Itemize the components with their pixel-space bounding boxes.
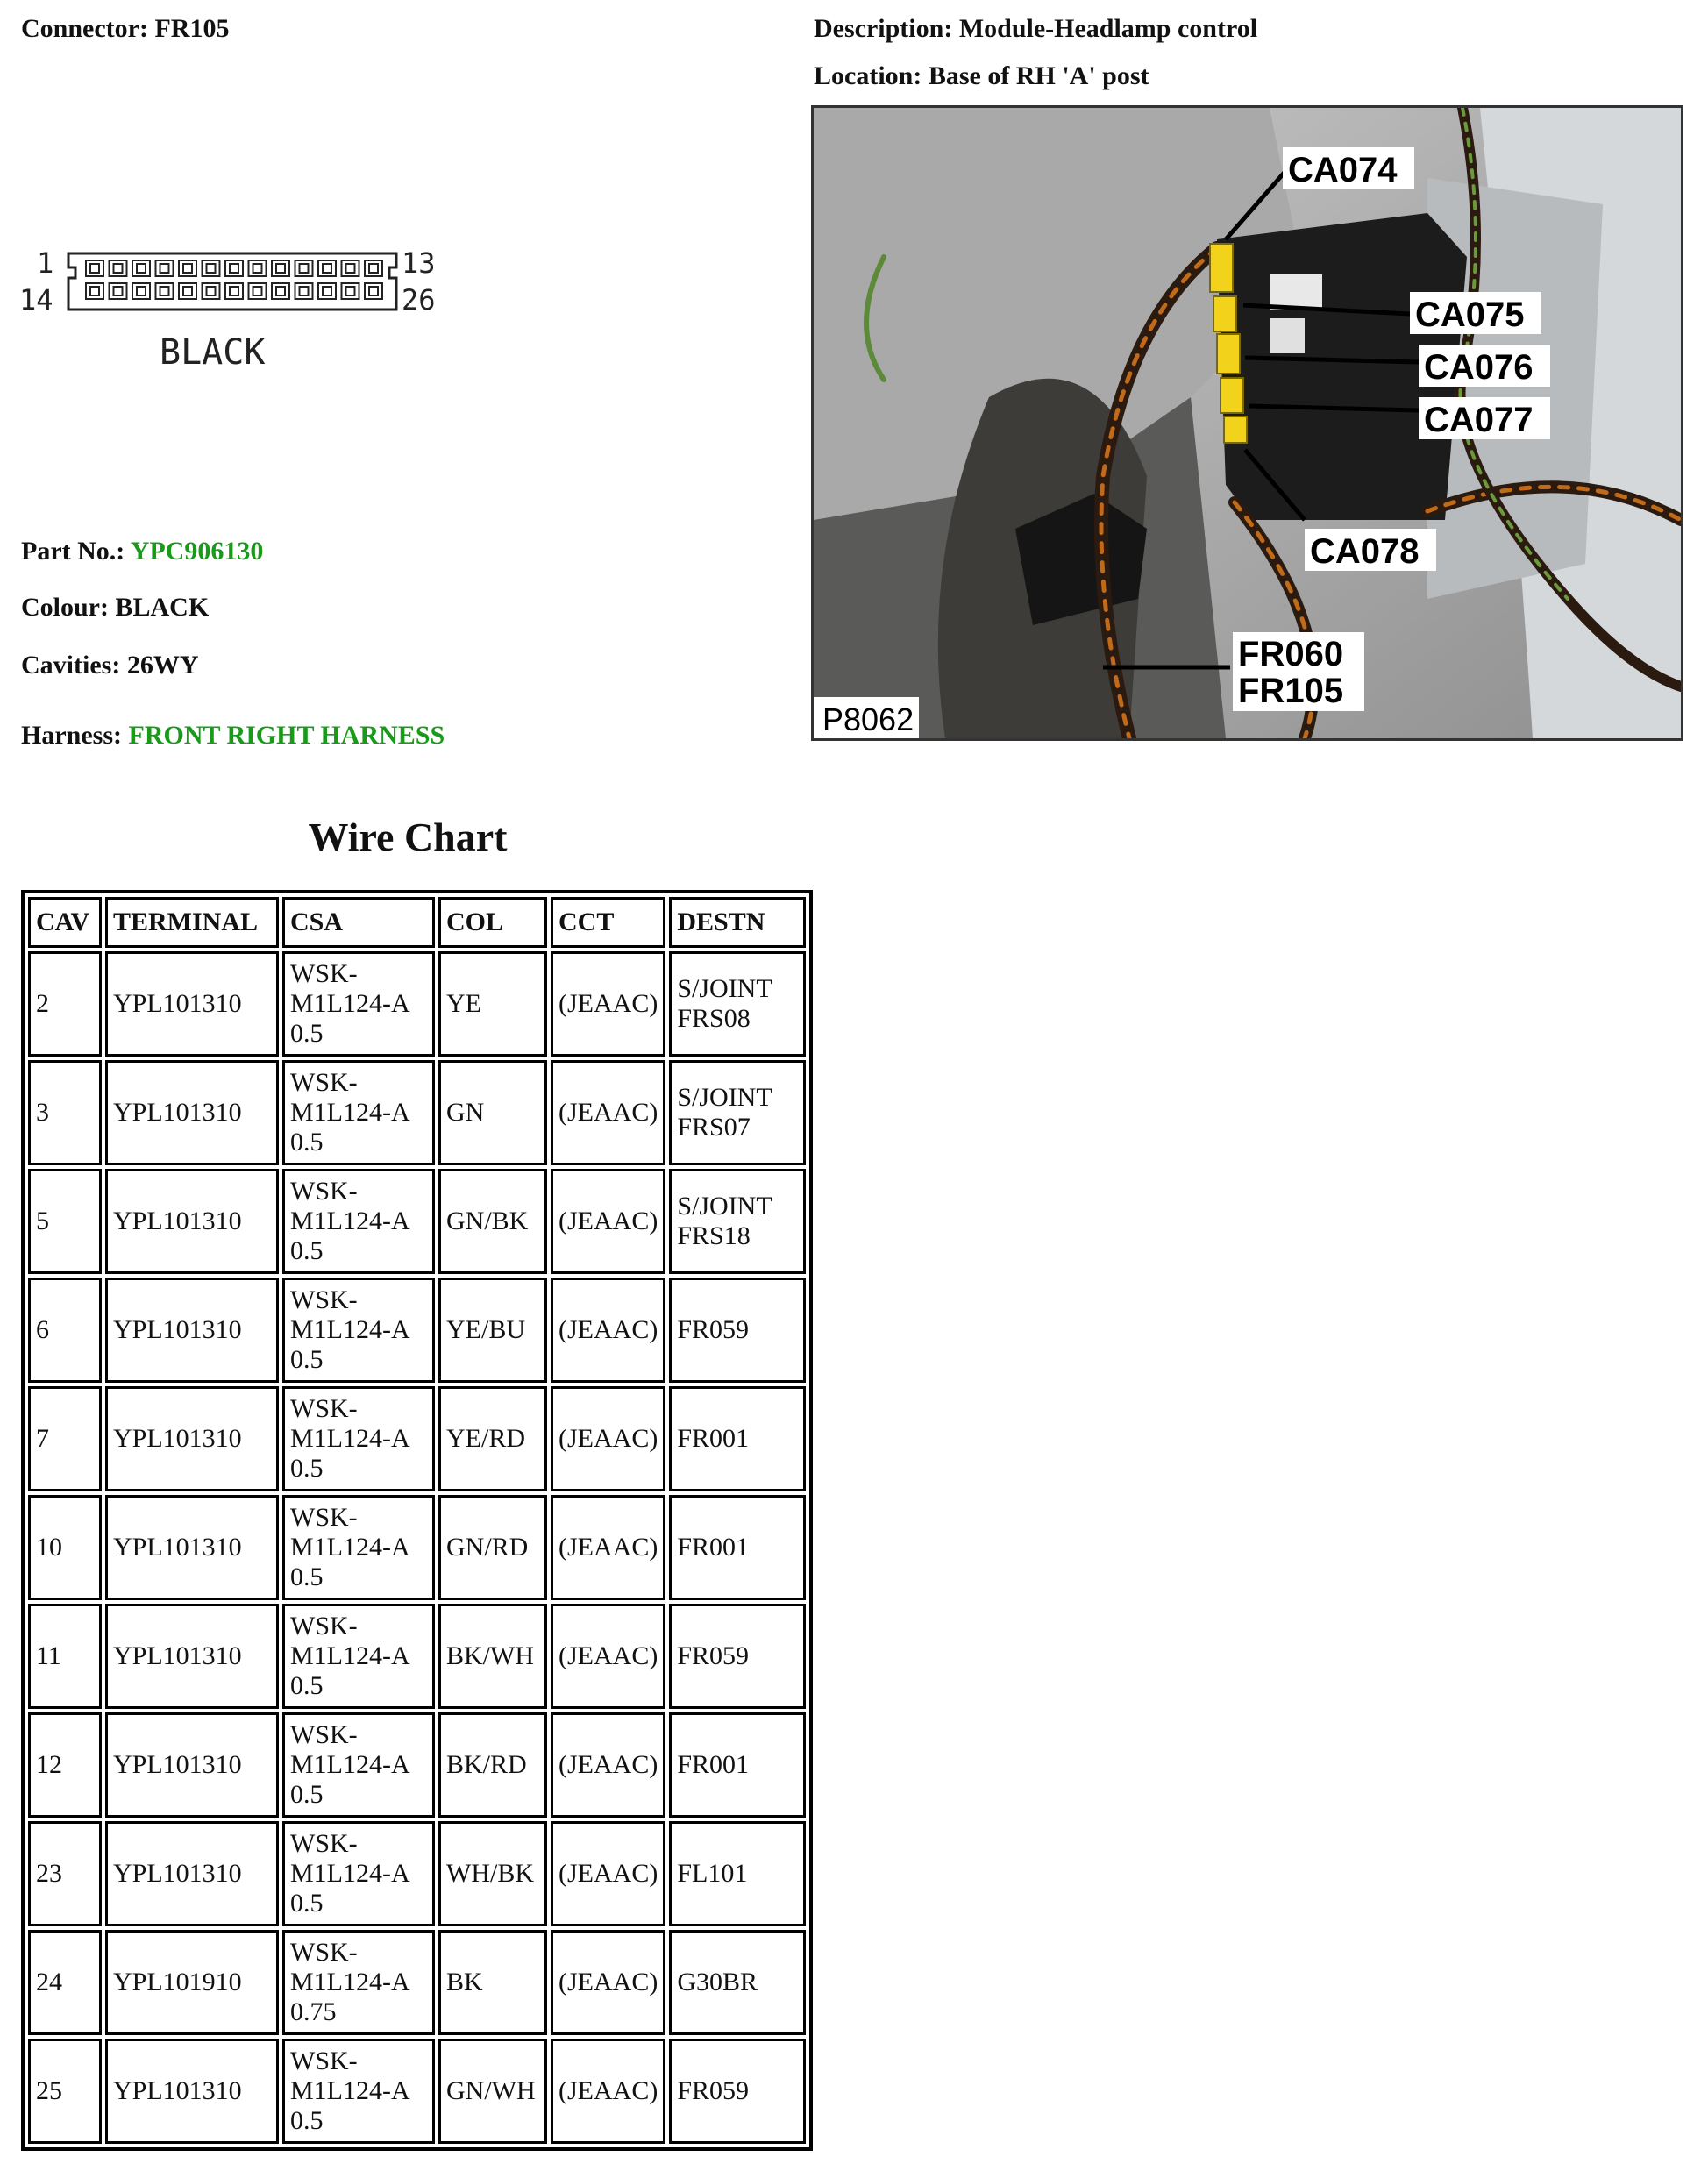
cell-col-text: GN/WH (446, 2076, 536, 2105)
cell-terminal-text: YPL101310 (113, 1315, 242, 1344)
cell-col (438, 1386, 547, 1491)
cell-cct (551, 1386, 665, 1491)
cell-csa (282, 1712, 435, 1818)
cell-destn (669, 951, 806, 1057)
cavities-label: Cavities: (21, 651, 121, 680)
cell-csa-text: M1L124-A (290, 1533, 410, 1562)
pin-13-label: 13 (402, 246, 436, 280)
cavities-value: 26WY (126, 651, 199, 680)
cell-csa (282, 1495, 435, 1600)
cell-cav-text: 6 (36, 1315, 49, 1344)
cell-csa-text: M1L124-A (290, 989, 410, 1018)
connector-pin-socket (160, 287, 169, 295)
connector-pin-socket (230, 264, 238, 273)
cell-terminal (105, 1821, 279, 1926)
connector-pin-socket (114, 287, 123, 295)
connector-pin (132, 283, 150, 299)
cell-cct (551, 1060, 665, 1165)
cell-terminal-text: YPL101310 (113, 989, 242, 1018)
cell-cav (28, 1495, 102, 1600)
connector-pin (110, 283, 127, 299)
cell-terminal (105, 2039, 279, 2144)
cell-terminal-text: YPL101310 (113, 1098, 242, 1127)
cell-col (438, 1604, 547, 1709)
connector-pin (203, 260, 220, 276)
table-row (28, 1821, 806, 1926)
cell-cct (551, 1169, 665, 1274)
cell-csa-text: 0.5 (290, 1236, 324, 1265)
cell-destn-text: FR059 (677, 1641, 750, 1670)
connector-pin (179, 260, 196, 276)
connector-pin (365, 260, 382, 276)
connector-pin (225, 260, 243, 276)
cell-destn-text: S/JOINT (677, 1192, 772, 1221)
connector-pin (342, 260, 359, 276)
cell-cct-text: (JEAAC) (559, 1315, 658, 1344)
cell-csa-text: 0.5 (290, 1671, 324, 1700)
cell-destn (669, 1821, 806, 1926)
connector-pin (179, 283, 196, 299)
cell-col-text: BK/WH (446, 1641, 534, 1670)
cell-csa-text: WSK- (290, 2046, 358, 2075)
cell-col (438, 1495, 547, 1600)
cell-terminal (105, 1712, 279, 1818)
cell-cav-text: 12 (36, 1750, 62, 1779)
cell-terminal (105, 1060, 279, 1165)
cell-cct (551, 2039, 665, 2144)
cell-cav-text: 5 (36, 1207, 49, 1235)
cell-terminal-text: YPL101310 (113, 1424, 242, 1453)
connector-pin-socket (137, 287, 146, 295)
cell-col (438, 1930, 547, 2035)
cell-cct-text: (JEAAC) (559, 2076, 658, 2105)
harness-field (21, 721, 445, 751)
cell-cct-text: (JEAAC) (559, 1750, 658, 1779)
connector-pin-socket (90, 264, 99, 273)
cell-csa-text: 0.75 (290, 1997, 337, 2026)
cell-destn (669, 1712, 806, 1818)
cell-cct (551, 1930, 665, 2035)
connector-face-diagram (18, 241, 473, 381)
connector-pin-socket (207, 264, 216, 273)
connector-pin-socket (346, 264, 355, 273)
pin-26-label: 26 (402, 283, 436, 317)
cell-destn-text: FRS18 (677, 1221, 751, 1250)
header-cct: CCT (551, 897, 665, 948)
description-field (814, 14, 1257, 44)
cell-terminal (105, 1604, 279, 1709)
cell-cav (28, 2039, 102, 2144)
location-value: Base of RH 'A' post (928, 61, 1149, 90)
cell-csa-text: 0.5 (290, 1345, 324, 1374)
connector-pin-socket (253, 287, 262, 295)
wire-chart-header-row (28, 897, 806, 948)
cell-destn-text: FRS07 (677, 1113, 751, 1142)
cell-cav-text: 24 (36, 1968, 62, 1997)
cell-csa-text: 0.5 (290, 2106, 324, 2135)
cell-terminal (105, 1169, 279, 1274)
description-label: Description: (814, 14, 953, 43)
cell-csa-text: 0.5 (290, 1128, 324, 1157)
wire-chart-table (21, 890, 813, 2151)
location-photo (811, 105, 1683, 741)
cell-cav (28, 1169, 102, 1274)
cell-cct (551, 1604, 665, 1709)
cell-destn (669, 1495, 806, 1600)
cell-terminal-text: YPL101310 (113, 1859, 242, 1888)
cell-col (438, 951, 547, 1057)
cell-cav-text: 2 (36, 989, 49, 1018)
cell-destn (669, 1169, 806, 1274)
cell-cav (28, 951, 102, 1057)
table-row (28, 1386, 806, 1491)
cell-terminal (105, 951, 279, 1057)
connector-pin-socket (276, 264, 285, 273)
cell-csa-text: 0.5 (290, 1889, 324, 1918)
cell-destn-text: S/JOINT (677, 1083, 772, 1112)
cell-col-text: YE/BU (446, 1315, 525, 1344)
connector-pin-socket (183, 264, 192, 273)
cell-csa-text: M1L124-A (290, 1098, 410, 1127)
connector-pin (272, 283, 289, 299)
cell-destn (669, 2039, 806, 2144)
cell-csa-text: M1L124-A (290, 1968, 410, 1997)
cell-terminal (105, 1386, 279, 1491)
cell-csa-text: M1L124-A (290, 2076, 410, 2105)
connector-pin (86, 283, 103, 299)
part-no-link[interactable]: YPC906130 (130, 537, 264, 566)
cell-csa-text: M1L124-A (290, 1859, 410, 1888)
cell-cct-text: (JEAAC) (559, 1968, 658, 1997)
photo-label-fr060: FR060 (1238, 635, 1344, 673)
cell-destn-text: FR059 (677, 2076, 750, 2105)
connector-pin (295, 283, 313, 299)
cell-cct (551, 951, 665, 1057)
connector-pin-socket (230, 287, 238, 295)
cell-cav (28, 1821, 102, 1926)
connector-pin-socket (346, 287, 355, 295)
location-label: Location: (814, 61, 922, 90)
connector-pin (365, 283, 382, 299)
cell-csa-text: M1L124-A (290, 1641, 410, 1670)
cell-cct-text: (JEAAC) (559, 989, 658, 1018)
pin-1-label: 1 (37, 246, 54, 280)
cell-csa-text: 0.5 (290, 1019, 324, 1048)
cell-col-text: GN/RD (446, 1533, 529, 1562)
connector-pin-socket (369, 264, 378, 273)
part-no-label: Part No.: (21, 537, 125, 566)
cell-col (438, 1821, 547, 1926)
cell-cct (551, 1278, 665, 1383)
colour-value: BLACK (115, 593, 210, 622)
cell-csa (282, 1386, 435, 1491)
table-row (28, 1604, 806, 1709)
cell-cct (551, 1495, 665, 1600)
cell-cct-text: (JEAAC) (559, 1098, 658, 1127)
part-no-field (21, 537, 263, 566)
cell-csa-text: WSK- (290, 1720, 358, 1749)
cell-csa (282, 1821, 435, 1926)
connector-value: FR105 (154, 14, 230, 43)
connector-label: Connector: (21, 14, 148, 43)
cell-csa-text: M1L124-A (290, 1424, 410, 1453)
cell-csa-text: WSK- (290, 1068, 358, 1097)
cell-csa-text: WSK- (290, 1829, 358, 1858)
connector-pin (342, 283, 359, 299)
connector-pin (318, 283, 336, 299)
header-cav: CAV (28, 897, 102, 948)
photo-ref-label: P8062 (822, 701, 914, 737)
connector-pin-socket (323, 264, 331, 273)
cell-csa (282, 1060, 435, 1165)
table-row (28, 2039, 806, 2144)
cell-cav-text: 7 (36, 1424, 49, 1453)
table-row (28, 1278, 806, 1383)
cell-destn-text: FRS08 (677, 1004, 751, 1033)
cell-destn-text: S/JOINT (677, 974, 772, 1003)
cell-col (438, 2039, 547, 2144)
connector-pin (156, 283, 174, 299)
harness-label: Harness: (21, 721, 122, 750)
cell-terminal (105, 1930, 279, 2035)
cell-cav (28, 1278, 102, 1383)
cell-csa-text: 0.5 (290, 1562, 324, 1591)
header-terminal: TERMINAL (105, 897, 279, 948)
colour-field (21, 593, 209, 623)
connector-pin (110, 260, 127, 276)
cell-col-text: BK (446, 1968, 483, 1997)
photo-label-ca075: CA075 (1415, 295, 1525, 334)
cell-csa-text: M1L124-A (290, 1207, 410, 1235)
cell-csa (282, 1604, 435, 1709)
cell-cav (28, 1712, 102, 1818)
location-field (814, 61, 1149, 91)
table-row (28, 1060, 806, 1165)
cell-terminal-text: YPL101310 (113, 1533, 242, 1562)
connector-pin-socket (369, 287, 378, 295)
cell-cav-text: 23 (36, 1859, 62, 1888)
connector-pin-socket (207, 287, 216, 295)
cell-destn-text: FR001 (677, 1533, 750, 1562)
cell-col-text: YE/RD (446, 1424, 525, 1453)
cell-terminal-text: YPL101910 (113, 1968, 242, 1997)
cell-csa-text: M1L124-A (290, 1315, 410, 1344)
cell-csa-text: WSK- (290, 1177, 358, 1206)
harness-link[interactable]: FRONT RIGHT HARNESS (128, 721, 445, 750)
cell-csa-text: WSK- (290, 959, 358, 988)
cell-csa (282, 2039, 435, 2144)
connector-pin-socket (90, 287, 99, 295)
cell-cav (28, 1060, 102, 1165)
connector-pin (156, 260, 174, 276)
cell-csa-text: WSK- (290, 1612, 358, 1641)
connector-pin (86, 260, 103, 276)
cell-cct-text: (JEAAC) (559, 1641, 658, 1670)
connector-colour-text: BLACK (160, 332, 266, 373)
cell-terminal (105, 1278, 279, 1383)
connector-pin-socket (137, 264, 146, 273)
table-row (28, 1712, 806, 1818)
cell-col (438, 1169, 547, 1274)
photo-label-ca078: CA078 (1310, 532, 1420, 571)
cell-cct-text: (JEAAC) (559, 1424, 658, 1453)
cell-col (438, 1278, 547, 1383)
cavities-field (21, 651, 198, 680)
connector-pin (132, 260, 150, 276)
colour-label: Colour: (21, 593, 109, 622)
cell-col-text: BK/RD (446, 1750, 527, 1779)
cell-col-text: GN (446, 1098, 485, 1127)
table-row (28, 1495, 806, 1600)
cell-cav-text: 25 (36, 2076, 62, 2105)
cell-destn-text: FR001 (677, 1750, 750, 1779)
connector-pin (203, 283, 220, 299)
cell-terminal-text: YPL101310 (113, 1641, 242, 1670)
cell-csa-text: 0.5 (290, 1780, 324, 1809)
cell-destn-text: G30BR (677, 1968, 758, 1997)
header-col: COL (438, 897, 547, 948)
connector-pin-socket (276, 287, 285, 295)
cell-csa (282, 951, 435, 1057)
cell-col-text: YE (446, 989, 481, 1018)
cell-cct-text: (JEAAC) (559, 1859, 658, 1888)
cell-destn (669, 1278, 806, 1383)
cell-cct-text: (JEAAC) (559, 1533, 658, 1562)
connector-field (21, 14, 229, 44)
cell-cav (28, 1604, 102, 1709)
connector-body (68, 253, 396, 310)
cell-cav (28, 1386, 102, 1491)
cell-csa (282, 1930, 435, 2035)
cell-csa-text: WSK- (290, 1285, 358, 1314)
cell-cct (551, 1821, 665, 1926)
cell-csa-text: 0.5 (290, 1454, 324, 1483)
cell-destn (669, 1386, 806, 1491)
connector-pin-socket (300, 287, 309, 295)
cell-terminal-text: YPL101310 (113, 1207, 242, 1235)
connector-pin (249, 283, 267, 299)
cell-terminal-text: YPL101310 (113, 2076, 242, 2105)
cell-terminal (105, 1495, 279, 1600)
header-destn: DESTN (669, 897, 806, 948)
cell-cav-text: 3 (36, 1098, 49, 1127)
cell-cav-text: 10 (36, 1533, 62, 1562)
description-value: Module-Headlamp control (958, 14, 1258, 43)
connector-pin-socket (323, 287, 331, 295)
connector-pin-socket (253, 264, 262, 273)
pin-14-label: 14 (19, 283, 53, 317)
cell-destn-text: FR001 (677, 1424, 750, 1453)
cell-cct-text: (JEAAC) (559, 1207, 658, 1235)
connector-pin (225, 283, 243, 299)
cell-destn (669, 1930, 806, 2035)
cell-csa-text: M1L124-A (290, 1750, 410, 1779)
connector-pin-grid (86, 260, 382, 299)
table-row (28, 1169, 806, 1274)
photo-label-ca074: CA074 (1288, 151, 1398, 189)
cell-csa (282, 1278, 435, 1383)
cell-destn (669, 1060, 806, 1165)
cell-destn-text: FR059 (677, 1315, 750, 1344)
connector-pin-socket (114, 264, 123, 273)
cell-destn-text: FL101 (677, 1859, 748, 1888)
cell-col-text: WH/BK (446, 1859, 534, 1888)
cell-csa-text: WSK- (290, 1503, 358, 1532)
cell-col (438, 1712, 547, 1818)
cell-csa-text: WSK- (290, 1394, 358, 1423)
connector-pin (295, 260, 313, 276)
connector-pin-socket (160, 264, 169, 273)
cell-col (438, 1060, 547, 1165)
connector-pin (249, 260, 267, 276)
cell-col-text: GN/BK (446, 1207, 529, 1235)
wire-chart-title: Wire Chart (308, 815, 508, 859)
cell-terminal-text: YPL101310 (113, 1750, 242, 1779)
table-row (28, 951, 806, 1057)
table-row (28, 1930, 806, 2035)
connector-pin-socket (300, 264, 309, 273)
connector-pin-socket (183, 287, 192, 295)
cell-destn (669, 1604, 806, 1709)
cell-csa (282, 1169, 435, 1274)
cell-cav-text: 11 (36, 1641, 61, 1670)
connector-pin (318, 260, 336, 276)
connector-pin (272, 260, 289, 276)
photo-label-ca077: CA077 (1424, 401, 1534, 439)
header-csa: CSA (282, 897, 435, 948)
cell-cav (28, 1930, 102, 2035)
cell-cct (551, 1712, 665, 1818)
cell-csa-text: WSK- (290, 1938, 358, 1967)
photo-label-ca076: CA076 (1424, 348, 1534, 387)
photo-label-fr105: FR105 (1238, 672, 1344, 710)
